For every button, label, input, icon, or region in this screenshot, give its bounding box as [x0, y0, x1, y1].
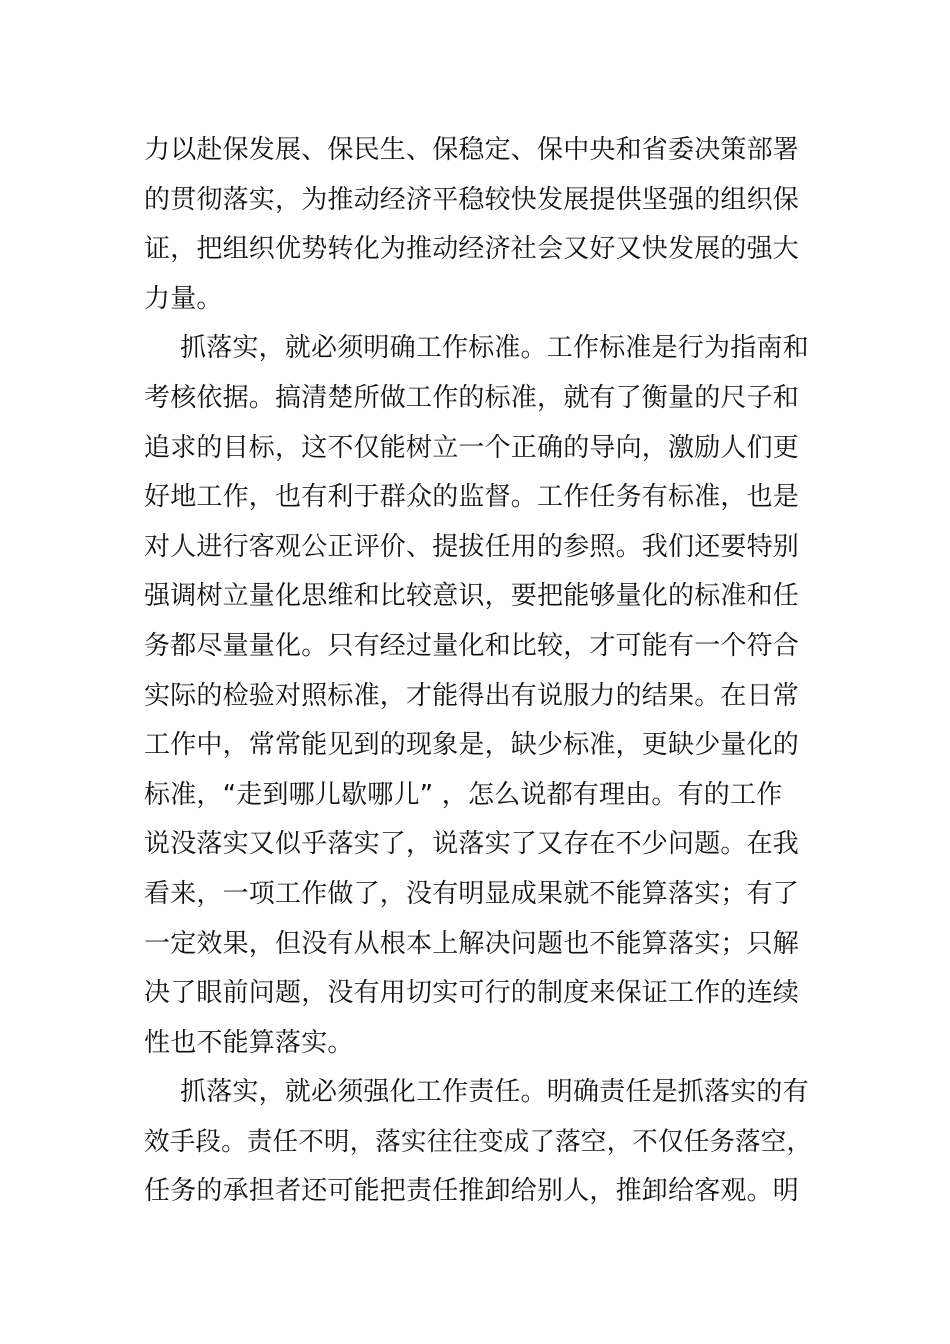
text-line: 对人进行客观公正评价、提拔任用的参照。我们还要特别 — [144, 531, 800, 562]
text-line: 力以赴保发展、保民生、保稳定、保中央和省委决策部署 — [144, 135, 800, 165]
text-line: 力量。 — [144, 283, 223, 314]
text-line: 工作中，常常能见到的现象是，缺少标准，更缺少量化的 — [144, 730, 800, 761]
paragraph-first-line: 抓落实，就必须强化工作责任。明确责任是抓落实的有 — [180, 1077, 809, 1108]
text-line: 效手段。责任不明，落实往往变成了落空，不仅任务落空， — [144, 1126, 813, 1157]
text-line: 说没落实又似乎落实了，说落实了又存在不少问题。在我 — [144, 829, 800, 860]
text-line: 决了眼前问题，没有用切实可行的制度来保证工作的连续 — [144, 978, 800, 1009]
text-line: 一定效果，但没有从根本上解决问题也不能算落实；只解 — [144, 928, 800, 959]
text-line: 考核依据。搞清楚所做工作的标准，就有了衡量的尺子和 — [144, 382, 800, 413]
text-line: 的贯彻落实，为推动经济平稳较快发展提供坚强的组织保 — [144, 184, 800, 215]
text-line: 标准，“走到哪儿歇哪儿” ，怎么说都有理由。有的工作 — [144, 779, 783, 810]
text-line: 实际的检验对照标准，才能得出有说服力的结果。在日常 — [144, 680, 800, 711]
text-line: 证，把组织优势转化为推动经济社会又好又快发展的强大 — [144, 234, 800, 265]
paragraph-first-line: 抓落实，就必须明确工作标准。工作标准是行为指南和 — [180, 333, 809, 364]
text-line: 性也不能算落实。 — [144, 1027, 354, 1058]
text-line: 追求的目标，这不仅能树立一个正确的导向，激励人们更 — [144, 432, 800, 463]
text-line: 看来，一项工作做了，没有明显成果就不能算落实；有了 — [144, 878, 800, 909]
body-text — [144, 126, 814, 1217]
text-line: 强调树立量化思维和比较意识，要把能够量化的标准和任 — [144, 581, 800, 612]
text-line: 任务的承担者还可能把责任推卸给别人，推卸给客观。明 — [144, 1176, 800, 1207]
text-line: 好地工作，也有利于群众的监督。工作任务有标准，也是 — [144, 482, 800, 513]
text-line: 务都尽量量化。只有经过量化和比较，才可能有一个符合 — [144, 630, 800, 661]
